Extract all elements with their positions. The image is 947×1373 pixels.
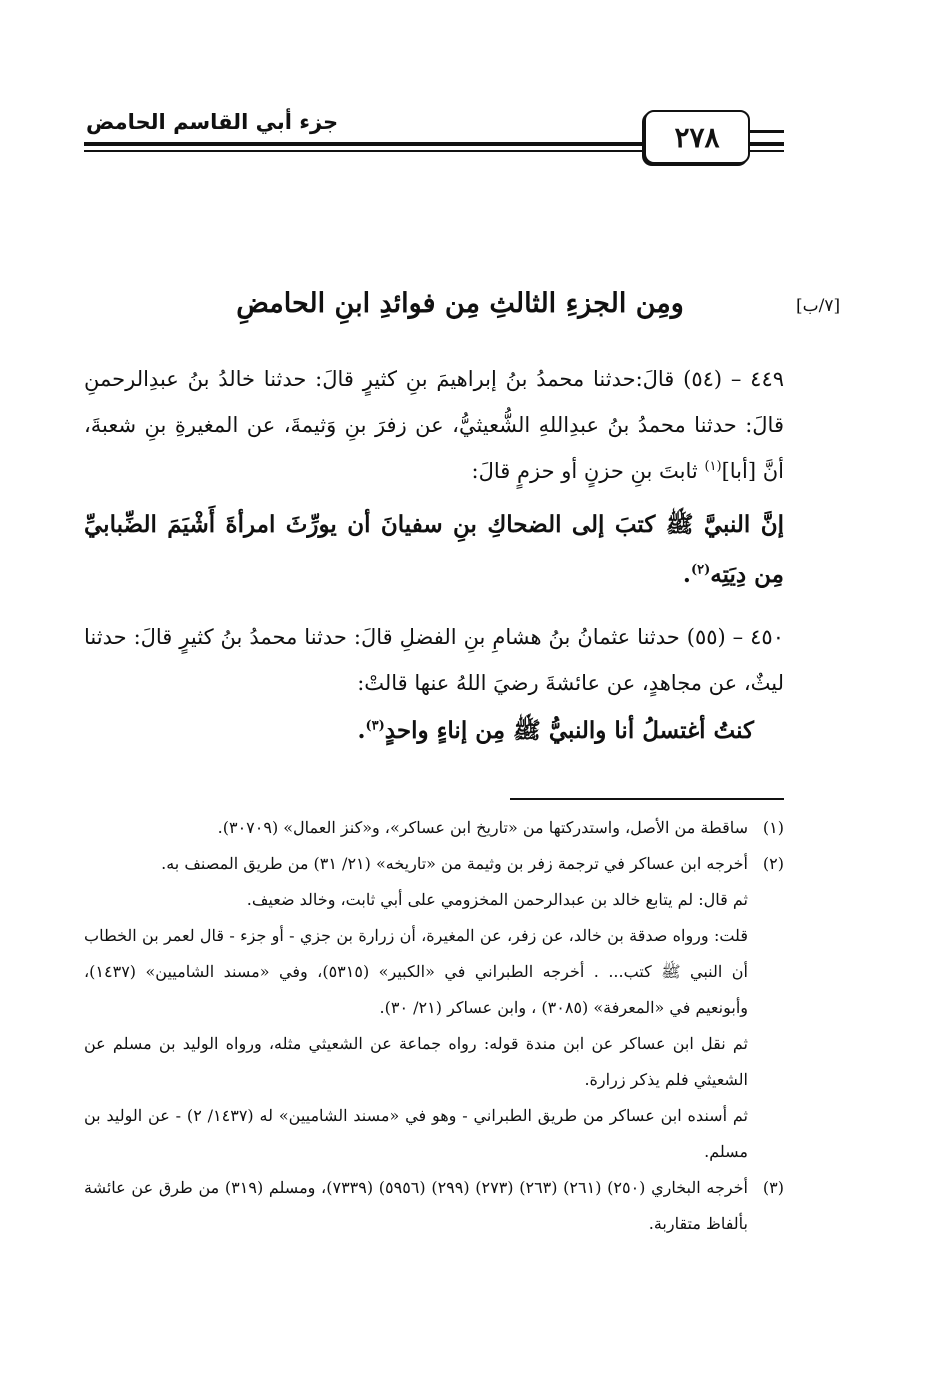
footnote-2 xyxy=(84,846,784,1170)
footnote-line: ساقطة من الأصل، واستدركتها من «تاريخ ابن عساكر»، و«كنز العمال» (٣٠٧٠٩). xyxy=(217,818,748,837)
running-header xyxy=(84,100,784,170)
footnote-line: ثم نقل ابن عساكر عن ابن مندة قوله: رواه جماعة عن الشعيثي مثله، ورواه الوليد بن مسلم عن الشعيثي فلم يذكر زرارة. xyxy=(84,1034,749,1089)
footnotes xyxy=(84,810,784,1242)
hadith-450-isnad xyxy=(84,614,784,706)
hadith-number: ٤٥٠ – (٥٥) xyxy=(679,625,784,649)
footnote-ref[interactable]: (١) xyxy=(704,459,722,474)
footnote-ref[interactable]: (٣) xyxy=(365,718,385,734)
footnote-line: ثم أسنده ابن عساكر من طريق الطبراني - وهو في «مسند الشاميين» له (١٤٣٧/ ٢) - عن الوليد بن مسلم. xyxy=(84,1106,748,1161)
footnote-number: (٣) xyxy=(762,1178,784,1197)
footnote-1 xyxy=(84,810,784,846)
isnad-text-end: ثابتَ بنِ حزنٍ أو حزمٍ قالَ: xyxy=(471,459,705,483)
footnote-separator xyxy=(510,798,784,800)
hadith-number: ٤٤٩ – (٥٤) xyxy=(674,367,785,391)
matn-text: إنَّ النبيَّ ﷺ كتبَ إلى الضحاكِ بنِ سفيانَ أن يورِّثَ امرأةَ أَشْيَمَ الضِّبابيِّ مِن دِيَتِه xyxy=(84,511,784,588)
hadith-449-matn xyxy=(84,500,784,600)
section-title: ومِن الجزءِ الثالثِ مِن فوائدِ ابنِ الحامضِ xyxy=(236,288,684,319)
footnote-line: ثم قال: لم يتابع خالد بن عبدالرحمن المخزومي على أبي ثابت، وخالد ضعيف. xyxy=(246,890,748,909)
matn-end: . xyxy=(357,717,366,744)
isnad-text: قالَ:حدثنا محمدُ بنُ إبراهيمَ بنِ كثيرٍ قالَ: حدثنا خالدُ بنُ عبدِالرحمنِ قالَ: حدثنا محمدُ بنُ عبدِاللهِ الشُّعيثيُّ، عن زفرَ بنِ وَثيمةَ، عن المغيرةِ بنِ شعبةَ، أنَّ [أبا] xyxy=(84,367,784,483)
footnote-body xyxy=(84,1170,748,1242)
footnote-3 xyxy=(84,1170,784,1242)
footnote-line: أخرجه ابن عساكر في ترجمة زفر بن وثيمة من «تاريخه» (٢١/ ٣١) من طريق المصنف به. xyxy=(161,854,748,873)
hadith-450-matn xyxy=(84,706,784,756)
footnote-ref[interactable]: (٢) xyxy=(690,562,711,578)
footnote-body xyxy=(84,846,748,1170)
footnote-number: (١) xyxy=(762,818,784,837)
footnote-body xyxy=(84,810,748,846)
matn-text: كنتُ أغتسلُ أنا والنبيُّ ﷺ مِن إناءٍ واحدٍ xyxy=(384,717,754,744)
footnote-line: قلت: ورواه صدقة بن خالد، عن زفر، عن المغيرة، أن زرارة بن جزي - أو جزء - قال لعمر بن الخطاب أن النبي ﷺ كتب... . أخرجه الطبراني في «الكبير» (٥٣١٥)، وفي «مسند الشاميين» (١٤٣٧)، وأبونعيم في «المعرفة» (٣٠٨٥) ، وابن عساكر (٢١/ ٣٠). xyxy=(84,926,748,1017)
isnad-text: حدثنا عثمانُ بنُ هشامِ بنِ الفضلِ قالَ: حدثنا محمدُ بنُ كثيرٍ قالَ: حدثنا ليثٌ، عن مجاهدٍ، عن عائشةَ رضيَ اللهُ عنها قالتْ: xyxy=(84,625,784,695)
page-number: ٢٧٨ xyxy=(644,110,750,164)
footnote-number: (٢) xyxy=(762,854,784,873)
hadith-449-isnad xyxy=(84,356,784,494)
folio-marker: [٧/ب] xyxy=(796,296,841,316)
matn-end: . xyxy=(682,561,691,588)
running-title: جزء أبي القاسم الحامض xyxy=(86,110,339,134)
footnote-line: أخرجه البخاري (٢٥٠) (٢٦١) (٢٦٣) (٢٧٣) (٢٩٩) (٥٩٥٦) (٧٣٣٩)، ومسلم (٣١٩) من طرق عن عائشة بألفاظ متقاربة. xyxy=(84,1178,748,1233)
main-text xyxy=(84,356,784,770)
